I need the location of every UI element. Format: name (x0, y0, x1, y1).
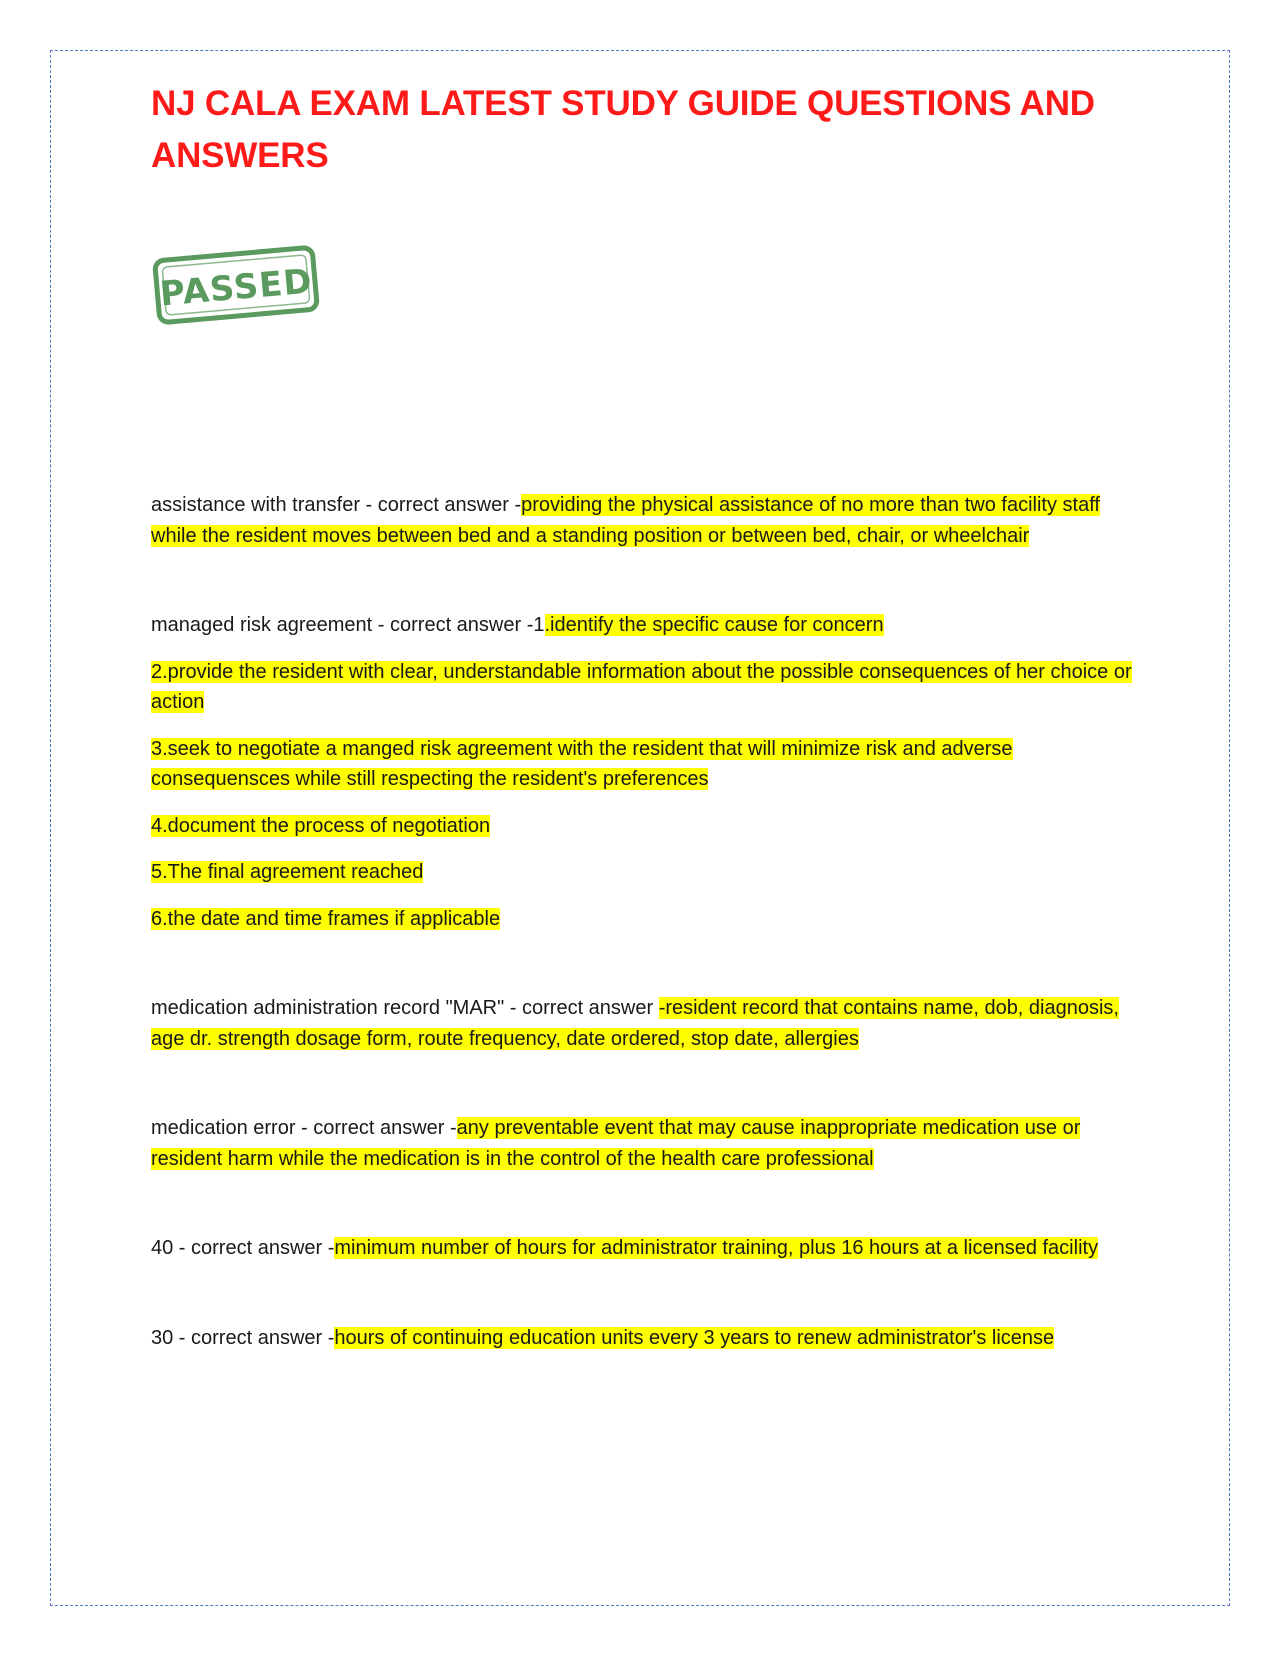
entry-term: medication error - correct answer - (151, 1117, 457, 1139)
qa-list (151, 490, 1141, 1353)
entry-answer: any preventable event that may cause inappropriate medication use or resident harm while the medication is in the control of the health care professional (151, 1117, 1081, 1170)
entry-answer: hours of continuing education units every 3 years to renew administrator's license (334, 1326, 1055, 1349)
document-content (151, 78, 1141, 1349)
qa-entry (151, 1233, 1141, 1264)
qa-entry (151, 1113, 1141, 1174)
entry-list-item: 3.seek to negotiate a manged risk agreement with the resident that will minimize risk and adverse consequensces while still respecting the resident's preferences (151, 737, 1013, 790)
entry-answer: .identify the specific cause for concern (544, 614, 884, 636)
stamp-text: PASSED (158, 261, 315, 315)
entry-list-item: 5.The final agreement reached (151, 861, 424, 883)
qa-entry (151, 993, 1141, 1054)
entry-term: managed risk agreement - correct answer -1 (151, 614, 545, 636)
entry-answer: minimum number of hours for administrator training, plus 16 hours at a licensed facility (334, 1237, 1099, 1259)
qa-entry (151, 490, 1141, 551)
qa-entry (151, 610, 1141, 934)
passed-stamp-icon (151, 242, 321, 328)
entry-term: medication administration record "MAR" - correct answer (151, 997, 659, 1019)
document-title: NJ CALA EXAM LATEST STUDY GUIDE QUESTIONS AND ANSWERS (151, 84, 1095, 175)
entry-answer: -resident record that contains name, dob, diagnosis, age dr. strength dosage form, route frequency, date ordered, stop date, allergies (151, 997, 1119, 1050)
entry-term: 30 - correct answer - (151, 1326, 335, 1349)
entry-list-item: 4.document the process of negotiation (151, 814, 491, 837)
entry-answer: providing the physical assistance of no more than two facility staff while the resident moves between bed and a standing position or between bed, chair, or wheelchair (151, 494, 1100, 547)
entry-list-item: 6.the date and time frames if applicable (151, 907, 501, 930)
entry-term: 40 - correct answer - (151, 1237, 335, 1259)
entry-list-item: 2.provide the resident with clear, understandable information about the possible consequences of her choice or action (151, 660, 1132, 713)
entry-term: assistance with transfer - correct answer - (151, 494, 522, 516)
passed-stamp-graphic (151, 242, 321, 328)
qa-entry (151, 1323, 1141, 1354)
